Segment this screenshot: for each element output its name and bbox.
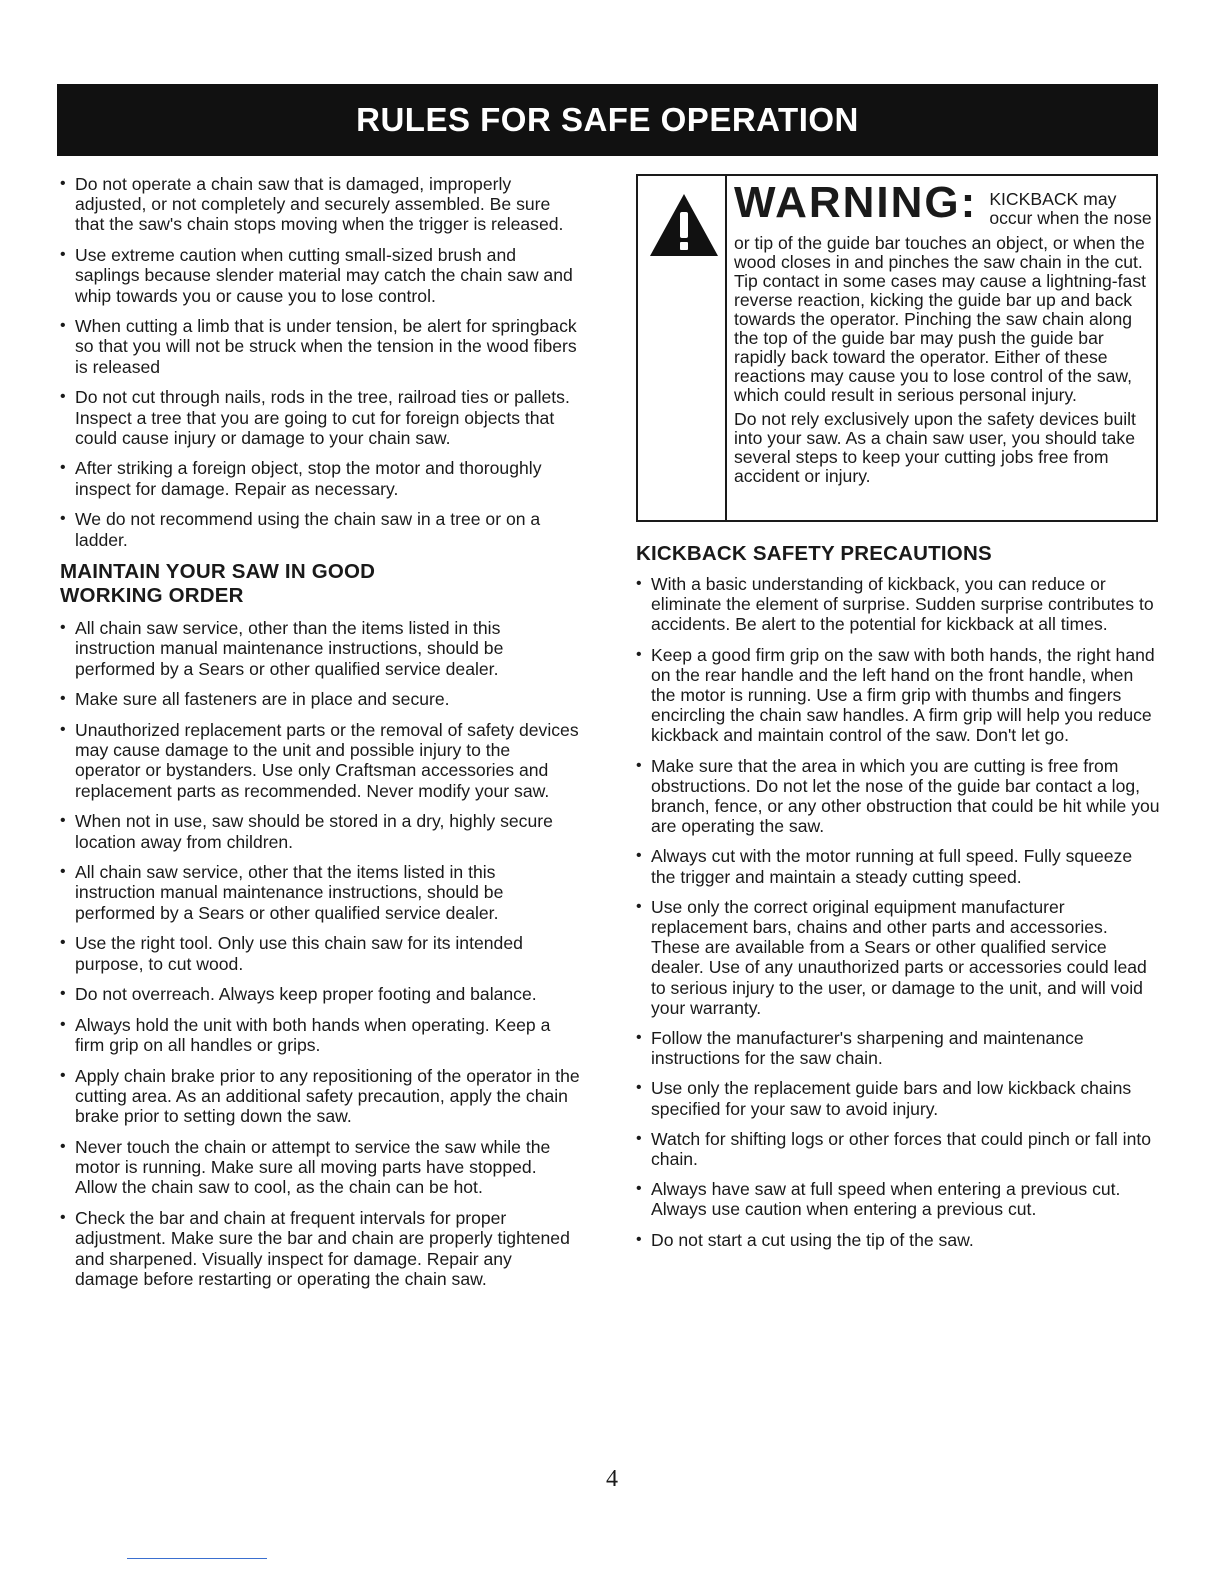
list-item: • Always cut with the motor running at full speed. Fully squeeze the trigger and maintain a steady cutting speed. <box>636 846 1160 886</box>
right-column <box>636 174 1160 1260</box>
list-item: • Never touch the chain or attempt to service the saw while the motor is running. Make sure all moving parts have stopped. Allow the chain saw to cool, as the chain can be hot. <box>60 1137 580 1198</box>
list-item: • After striking a foreign object, stop the motor and thoroughly inspect for damage. Repair as necessary. <box>60 458 580 498</box>
list-item: • Use the right tool. Only use this chain saw for its intended purpose, to cut wood. <box>60 933 580 973</box>
list-item: • Do not operate a chain saw that is damaged, improperly adjusted, or not completely and securely assembled. Be sure that the saw's chain stops moving when the trigger is released. <box>60 174 580 235</box>
warning-label: WARNING: <box>734 178 978 227</box>
list-item: • Make sure that the area in which you are cutting is free from obstructions. Do not let the nose of the guide bar contact a log, branch, fence, or any other obstruction that could be hit while you are operating the saw. <box>636 756 1160 837</box>
list-item: • Do not cut through nails, rods in the tree, railroad ties or pallets. Inspect a tree that you are going to cut for foreign objects that could cause injury or damage to your chain saw. <box>60 387 580 448</box>
warning-text <box>734 178 1152 486</box>
maintain-heading <box>60 560 580 608</box>
maintain-list <box>60 618 580 1289</box>
warning-header <box>734 178 1152 234</box>
warning-triangle-icon <box>648 192 720 258</box>
page-number: 4 <box>606 1466 618 1492</box>
list-item: • Follow the manufacturer's sharpening and maintenance instructions for the saw chain. <box>636 1028 1160 1068</box>
warning-divider <box>725 176 727 520</box>
list-item: • Watch for shifting logs or other forces that could pinch or fall into chain. <box>636 1129 1160 1169</box>
list-item: • With a basic understanding of kickback, you can reduce or eliminate the element of surprise. Sudden surprise contributes to accidents. Be alert to the potential for kickback at all times. <box>636 574 1160 635</box>
list-item: • Apply chain brake prior to any repositioning of the operator in the cutting area. As an additional safety precaution, apply the chain brake prior to setting down the saw. <box>60 1066 580 1127</box>
list-item: • All chain saw service, other that the items listed in this instruction manual maintenance instructions, should be performed by a Sears or other qualified service dealer. <box>60 862 580 923</box>
section-banner <box>57 84 1158 156</box>
warning-box <box>636 174 1158 522</box>
kickback-list <box>636 574 1160 1250</box>
list-item: • Always hold the unit with both hands when operating. Keep a firm grip on all handles or grips. <box>60 1015 580 1055</box>
list-item: • Do not overreach. Always keep proper footing and balance. <box>60 984 580 1004</box>
page-title: RULES FOR SAFE OPERATION <box>356 101 859 138</box>
list-item: • When cutting a limb that is under tension, be alert for springback so that you will not be struck when the tension in the wood fibers is released <box>60 316 580 377</box>
list-item: • Use extreme caution when cutting small-sized brush and saplings because slender material may catch the chain saw and whip towards you or cause you to lose control. <box>60 245 580 306</box>
list-item: • Make sure all fasteners are in place and secure. <box>60 689 580 709</box>
warning-paragraph-2: Do not rely exclusively upon the safety devices built into your saw. As a chain saw user, you should take several steps to keep your cutting jobs free from accident or injury. <box>734 409 1136 486</box>
list-item: • Use only the correct original equipment manufacturer replacement bars, chains and other parts and accessories. These are available from a Sears or other qualified service dealer. Use of any unauthorized parts or accessories could lead to serious injury to the user, or damage to the unit, and will void your warranty. <box>636 897 1160 1018</box>
list-item: • Always have saw at full speed when entering a previous cut. Always use caution when entering a previous cut. <box>636 1179 1160 1219</box>
list-item: • Keep a good firm grip on the saw with both hands, the right hand on the rear handle and the left hand on the front handle, when the motor is running. Use a firm grip with thumbs and fingers encircling the chain saw handles. A firm grip will help you reduce kickback and maintain control of the saw. Don't let go. <box>636 645 1160 746</box>
list-item: • We do not recommend using the chain saw in a tree or on a ladder. <box>60 509 580 549</box>
list-item: • Do not start a cut using the tip of the saw. <box>636 1230 1160 1250</box>
warning-lead: KICKBACK may occur when the nose <box>989 189 1152 228</box>
maintain-heading-line1: MAINTAIN YOUR SAW IN GOOD <box>60 560 376 584</box>
warning-paragraph-1: or tip of the guide bar touches an object, or when the wood closes in and pinches the saw chain in the cut. Tip contact in some cases may cause a lightning-fast reverse reaction, kicking the guide bar up and back towards the operator. Pinching the saw chain along the top of the guide bar may push the guide bar rapidly back toward the operator. Either of these reactions may cause you to lose control of the saw, which could result in serious personal injury. <box>734 233 1147 405</box>
kickback-heading: KICKBACK SAFETY PRECAUTIONS <box>636 542 992 565</box>
general-rules-list <box>60 174 580 550</box>
list-item: • Use only the replacement guide bars and low kickback chains specified for your saw to avoid injury. <box>636 1078 1160 1118</box>
footer-rule <box>127 1558 267 1559</box>
list-item: • Check the bar and chain at frequent intervals for proper adjustment. Make sure the bar and chain are properly tightened and sharpened. Visually inspect for damage. Repair any damage before restarting or operating the chain saw. <box>60 1208 580 1289</box>
list-item: • Unauthorized replacement parts or the removal of safety devices may cause damage to the unit and possible injury to the operator or bystanders. Use only Craftsman accessories and replacement parts as recommended. Never modify your saw. <box>60 720 580 801</box>
list-item: • When not in use, saw should be stored in a dry, highly secure location away from children. <box>60 811 580 851</box>
left-column <box>60 174 580 1299</box>
list-item: • All chain saw service, other than the items listed in this instruction manual maintenance instructions, should be performed by a Sears or other qualified service dealer. <box>60 618 580 679</box>
maintain-heading-line2: WORKING ORDER <box>60 584 244 608</box>
